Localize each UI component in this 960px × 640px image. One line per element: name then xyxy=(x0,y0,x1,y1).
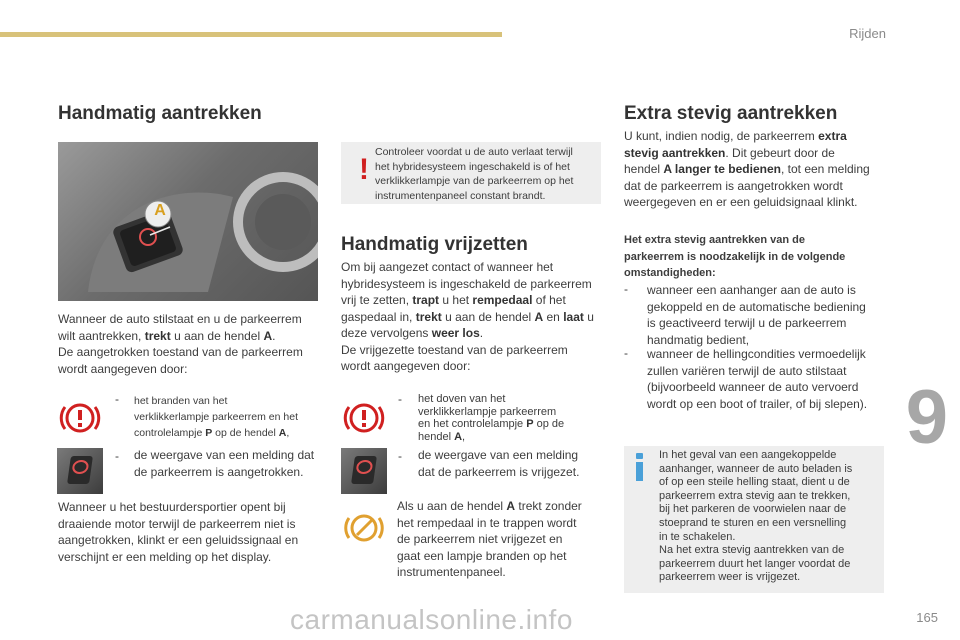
right-subheading: Het extra stevig aantrekken van de parkeerrem is noodzakelijk in de volgende omstandigheden: xyxy=(624,234,846,279)
right-bullet-2: wanneer de hellingcondities vermoedelijk zullen variëren terwijl de auto stilstaat (bijvoorbeeld wanneer de auto vervoerd wordt op een boot of trailer, of bij slepen). xyxy=(647,347,868,411)
left-heading: Handmatig aantrekken xyxy=(58,103,262,124)
left-item-1: het branden van het verklikkerlampje parkeerrem en het controlelampje P op de hendel A, xyxy=(134,395,298,439)
chapter-number: 9 xyxy=(905,375,948,460)
brake-warning-icon xyxy=(57,395,103,441)
watermark: carmanualsonline.info xyxy=(290,604,573,635)
left-paragraph-2: Wanneer u het bestuurdersportier opent bij draaiende motor terwijl de parkeerrem niet is aangetrokken, klinkt er een geluidssignaal en verschijnt er een melding op het display. xyxy=(58,500,299,564)
right-bullet-1: wanneer een aanhanger aan de auto is gekoppeld en de automatische bediening is geactiveerd terwijl u de parkeerrem handmatig bedient, xyxy=(647,283,866,347)
page-number: 165 xyxy=(916,610,938,625)
lever-label: A xyxy=(154,202,166,219)
info-text: In het geval van een aangekoppelde aanhanger, wanneer de auto beladen is of op een steile helling staat, dient u de parkeerrem extra stevig aan te trekken, bij het parkeren de voorwielen naar de stoeprand te sturen en een versnelling in te schakelen. Na het extra stevig aantrekken van de parkeerrem duurt het langer voordat de parkeerrem weer is vrijgezet. xyxy=(659,449,853,584)
right-heading: Extra stevig aantrekken xyxy=(624,103,838,124)
middle-heading: Handmatig vrijzetten xyxy=(341,234,528,255)
middle-paragraph-1: Om bij aangezet contact of wanneer het hybridesysteem is ingeschakeld de parkeerrem vrij te zetten, trapt u het rempedaal of het gaspedaal in, trekt u aan de hendel A en laat u deze vervolgens weer los. De vrijgezette toestand van de parkeerrem wordt aangegeven door: xyxy=(341,260,594,373)
left-item-2: de weergave van een melding dat de parkeerrem is aangetrokken. xyxy=(134,448,315,479)
right-paragraph-1: U kunt, indien nodig, de parkeerrem extra stevig aantrekken. Dit gebeurt door de hendel A langer te bedienen, tot een melding dat de parkeerrem is aangetrokken wordt weergegeven en er een geluidsignaal klinkt. xyxy=(624,129,870,209)
lever-button-icon xyxy=(57,448,103,494)
middle-item-2: de weergave van een melding dat de parkeerrem is vrijgezet. xyxy=(418,448,580,479)
middle-paragraph-3: Als u aan de hendel A trekt zonder het rempedaal in te trappen wordt de parkeerrem niet vrijgezet en gaat een lampje branden op het instrumentenpaneel. xyxy=(397,499,582,579)
warning-text: Controleer voordat u de auto verlaat terwijl het hybridesysteem ingeschakeld is of het verklikkerlampje van de parkeerrem op het instrumentenpaneel constant brandt. xyxy=(375,146,574,202)
brake-fault-icon xyxy=(341,505,387,551)
section-title: Rijden xyxy=(849,26,886,41)
warning-box xyxy=(341,142,601,204)
left-paragraph-1: Wanneer de auto stilstaat en u de parkeerrem wilt aantrekken, trekt u aan de hendel A. De aangetrokken toestand van de parkeerrem wordt aangegeven door: xyxy=(58,312,303,376)
lever-photo xyxy=(58,142,318,301)
info-icon xyxy=(633,453,645,481)
exclamation-icon: ! xyxy=(359,153,369,186)
accent-bar xyxy=(0,32,502,37)
middle-item-1: het doven van het verklikkerlampje parkeerrem en het controlelampje P op de hendel A, xyxy=(418,393,565,443)
lever-button-icon xyxy=(341,448,387,494)
brake-warning-icon xyxy=(341,395,387,441)
info-box xyxy=(624,446,884,593)
lever-illustration xyxy=(58,142,318,301)
